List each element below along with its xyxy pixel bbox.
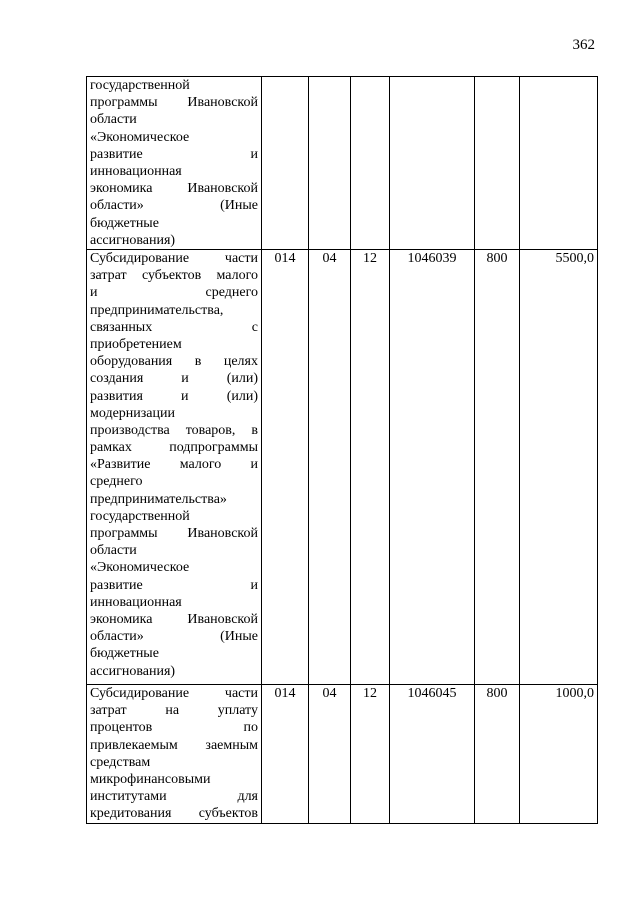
section-cell: 04 (309, 250, 351, 685)
description-line: Субсидирование части (90, 686, 258, 701)
sum-cell: 5500,0 (520, 250, 598, 685)
description-line: микрофинансовыми (90, 771, 211, 787)
description-line: экономика Ивановской (90, 611, 258, 627)
table-row (87, 685, 598, 824)
description-line: программы Ивановской (90, 95, 258, 111)
description-line: производства товаров, в (90, 422, 258, 438)
section-cell (309, 77, 351, 250)
article-cell: 1046039 (390, 250, 475, 685)
gov-code-cell (262, 77, 309, 250)
gov-code-cell: 014 (262, 250, 309, 685)
table-row (87, 250, 598, 685)
description-cell (87, 685, 262, 824)
page-number: 362 (572, 37, 595, 53)
description-line: ассигнования) (90, 663, 176, 679)
article-cell (390, 77, 475, 250)
description-line: предпринимательства, (90, 302, 224, 318)
description-line: «Развитие малого и (90, 457, 258, 473)
description-line: «Экономическое (90, 129, 190, 145)
description-line: рамках подпрограммы (90, 440, 258, 456)
description-line: кредитования субъектов (90, 806, 258, 822)
description-line: ассигнования) (90, 232, 176, 248)
description-line: затрат на уплату (90, 703, 258, 719)
description-line: области (90, 112, 137, 128)
description-line: затрат субъектов малого (90, 268, 258, 284)
description-line: бюджетные (90, 646, 159, 662)
description-line: предпринимательства» (90, 491, 227, 507)
description-line: процентов по (90, 720, 258, 736)
description-line: создания и (или) (90, 371, 258, 387)
description-cell (87, 250, 262, 685)
table-row (87, 77, 598, 250)
sum-cell: 1000,0 (520, 685, 598, 824)
description-line: государственной (90, 508, 190, 524)
description-line: инновационная (90, 594, 182, 610)
description-line: программы Ивановской (90, 526, 258, 541)
subsection-cell: 12 (351, 685, 390, 824)
section-cell: 04 (309, 685, 351, 824)
description-line: развитие и (90, 577, 258, 593)
article-cell: 1046045 (390, 685, 475, 824)
description-cell (87, 77, 262, 250)
sum-cell (520, 77, 598, 250)
description-line: приобретением (90, 336, 182, 352)
description-line: экономика Ивановской (90, 181, 258, 197)
description-line: «Экономическое (90, 560, 190, 576)
description-line: связанных с (90, 319, 258, 335)
description-line: области (90, 543, 137, 559)
subsection-cell (351, 77, 390, 250)
description-line: привлекаемым заемным (90, 737, 258, 753)
description-line: области» (Иные (90, 198, 258, 214)
expense-type-cell: 800 (475, 250, 520, 685)
expense-type-cell (475, 77, 520, 250)
description-line: оборудования в целях (90, 354, 258, 370)
gov-code-cell: 014 (262, 685, 309, 824)
description-line: среднего (90, 474, 143, 490)
subsection-cell: 12 (351, 250, 390, 685)
description-line: области» (Иные (90, 629, 258, 645)
expense-type-cell: 800 (475, 685, 520, 824)
description-line: Субсидирование части (90, 251, 258, 266)
description-line: развития и (или) (90, 388, 258, 404)
description-line: модернизации (90, 405, 175, 421)
budget-table (86, 76, 598, 824)
description-line: и среднего (90, 285, 258, 301)
description-line: институтами для (90, 789, 258, 805)
description-line: государственной (90, 78, 190, 93)
description-line: развитие и (90, 146, 258, 162)
description-line: средствам (90, 754, 151, 770)
description-line: бюджетные (90, 215, 159, 231)
description-line: инновационная (90, 163, 182, 179)
